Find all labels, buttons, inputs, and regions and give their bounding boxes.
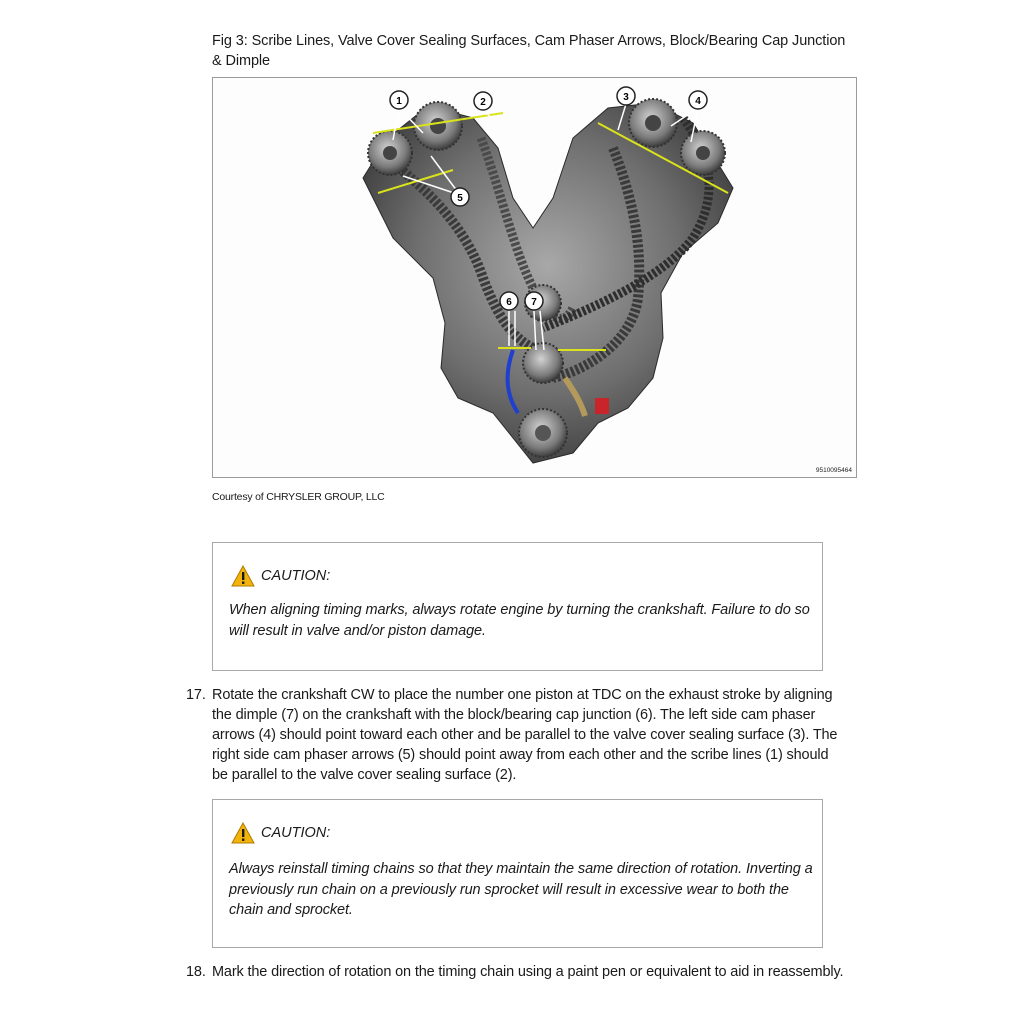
warning-icon: [231, 822, 255, 844]
caution-header: [231, 822, 330, 844]
step-text: Rotate the crankshaft CW to place the number one piston at TDC on the exhaust stroke by aligning the dimple (7) on the crankshaft with the block/bearing cap junction (6). The left side cam phaser arrows (4) should point toward each other and be parallel to the valve cover sealing surface (3). The right side cam phaser arrows (5) should point away from each other and the scribe lines (1) should be parallel to the valve cover sealing surface (2).: [212, 687, 838, 783]
callout-3: [617, 87, 635, 105]
svg-text:1: 1: [396, 96, 402, 107]
caution-title: CAUTION:: [261, 825, 331, 841]
callout-7: [525, 292, 543, 310]
svg-text:5: 5: [457, 193, 463, 204]
caution-title: CAUTION:: [261, 568, 331, 584]
callout-2: [474, 92, 492, 110]
caution-box-2: [212, 799, 823, 948]
callout-6: [500, 292, 518, 310]
step-17: [186, 685, 846, 785]
engine-timing-figure: [212, 77, 857, 478]
svg-text:4: 4: [695, 96, 701, 107]
red-tensioner: [595, 398, 609, 414]
svg-text:2: 2: [480, 97, 486, 108]
step-number: 18.: [186, 964, 206, 980]
engine-illustration: [213, 78, 856, 477]
figure-code: 9510095464: [815, 467, 852, 474]
svg-text:7: 7: [531, 297, 537, 308]
figure-courtesy: Courtesy of CHRYSLER GROUP, LLC: [212, 491, 385, 503]
step-number: 17.: [186, 687, 206, 703]
callout-4: [689, 91, 707, 109]
warning-icon: [231, 565, 255, 587]
caution-text: Always reinstall timing chains so that they maintain the same direction of rotation. Inverting a previously run chain on a previously run sprocket will result in excessive wear to both the chain and sprocket.: [229, 861, 813, 918]
svg-text:3: 3: [623, 92, 629, 103]
callout-1: [390, 91, 408, 109]
svg-text:6: 6: [506, 297, 512, 308]
step-text: Mark the direction of rotation on the timing chain using a paint pen or equivalent to aid in reassembly.: [212, 964, 844, 980]
figure-caption: Fig 3: Scribe Lines, Valve Cover Sealing Surfaces, Cam Phaser Arrows, Block/Bearing Cap Junction & Dimple: [212, 33, 846, 69]
step-18: [186, 962, 846, 982]
caution-header: [231, 565, 330, 587]
callout-5: [451, 188, 469, 206]
caution-box-1: [212, 542, 823, 671]
caution-text: When aligning timing marks, always rotate engine by turning the crankshaft. Failure to do so will result in valve and/or piston damage.: [229, 602, 810, 639]
